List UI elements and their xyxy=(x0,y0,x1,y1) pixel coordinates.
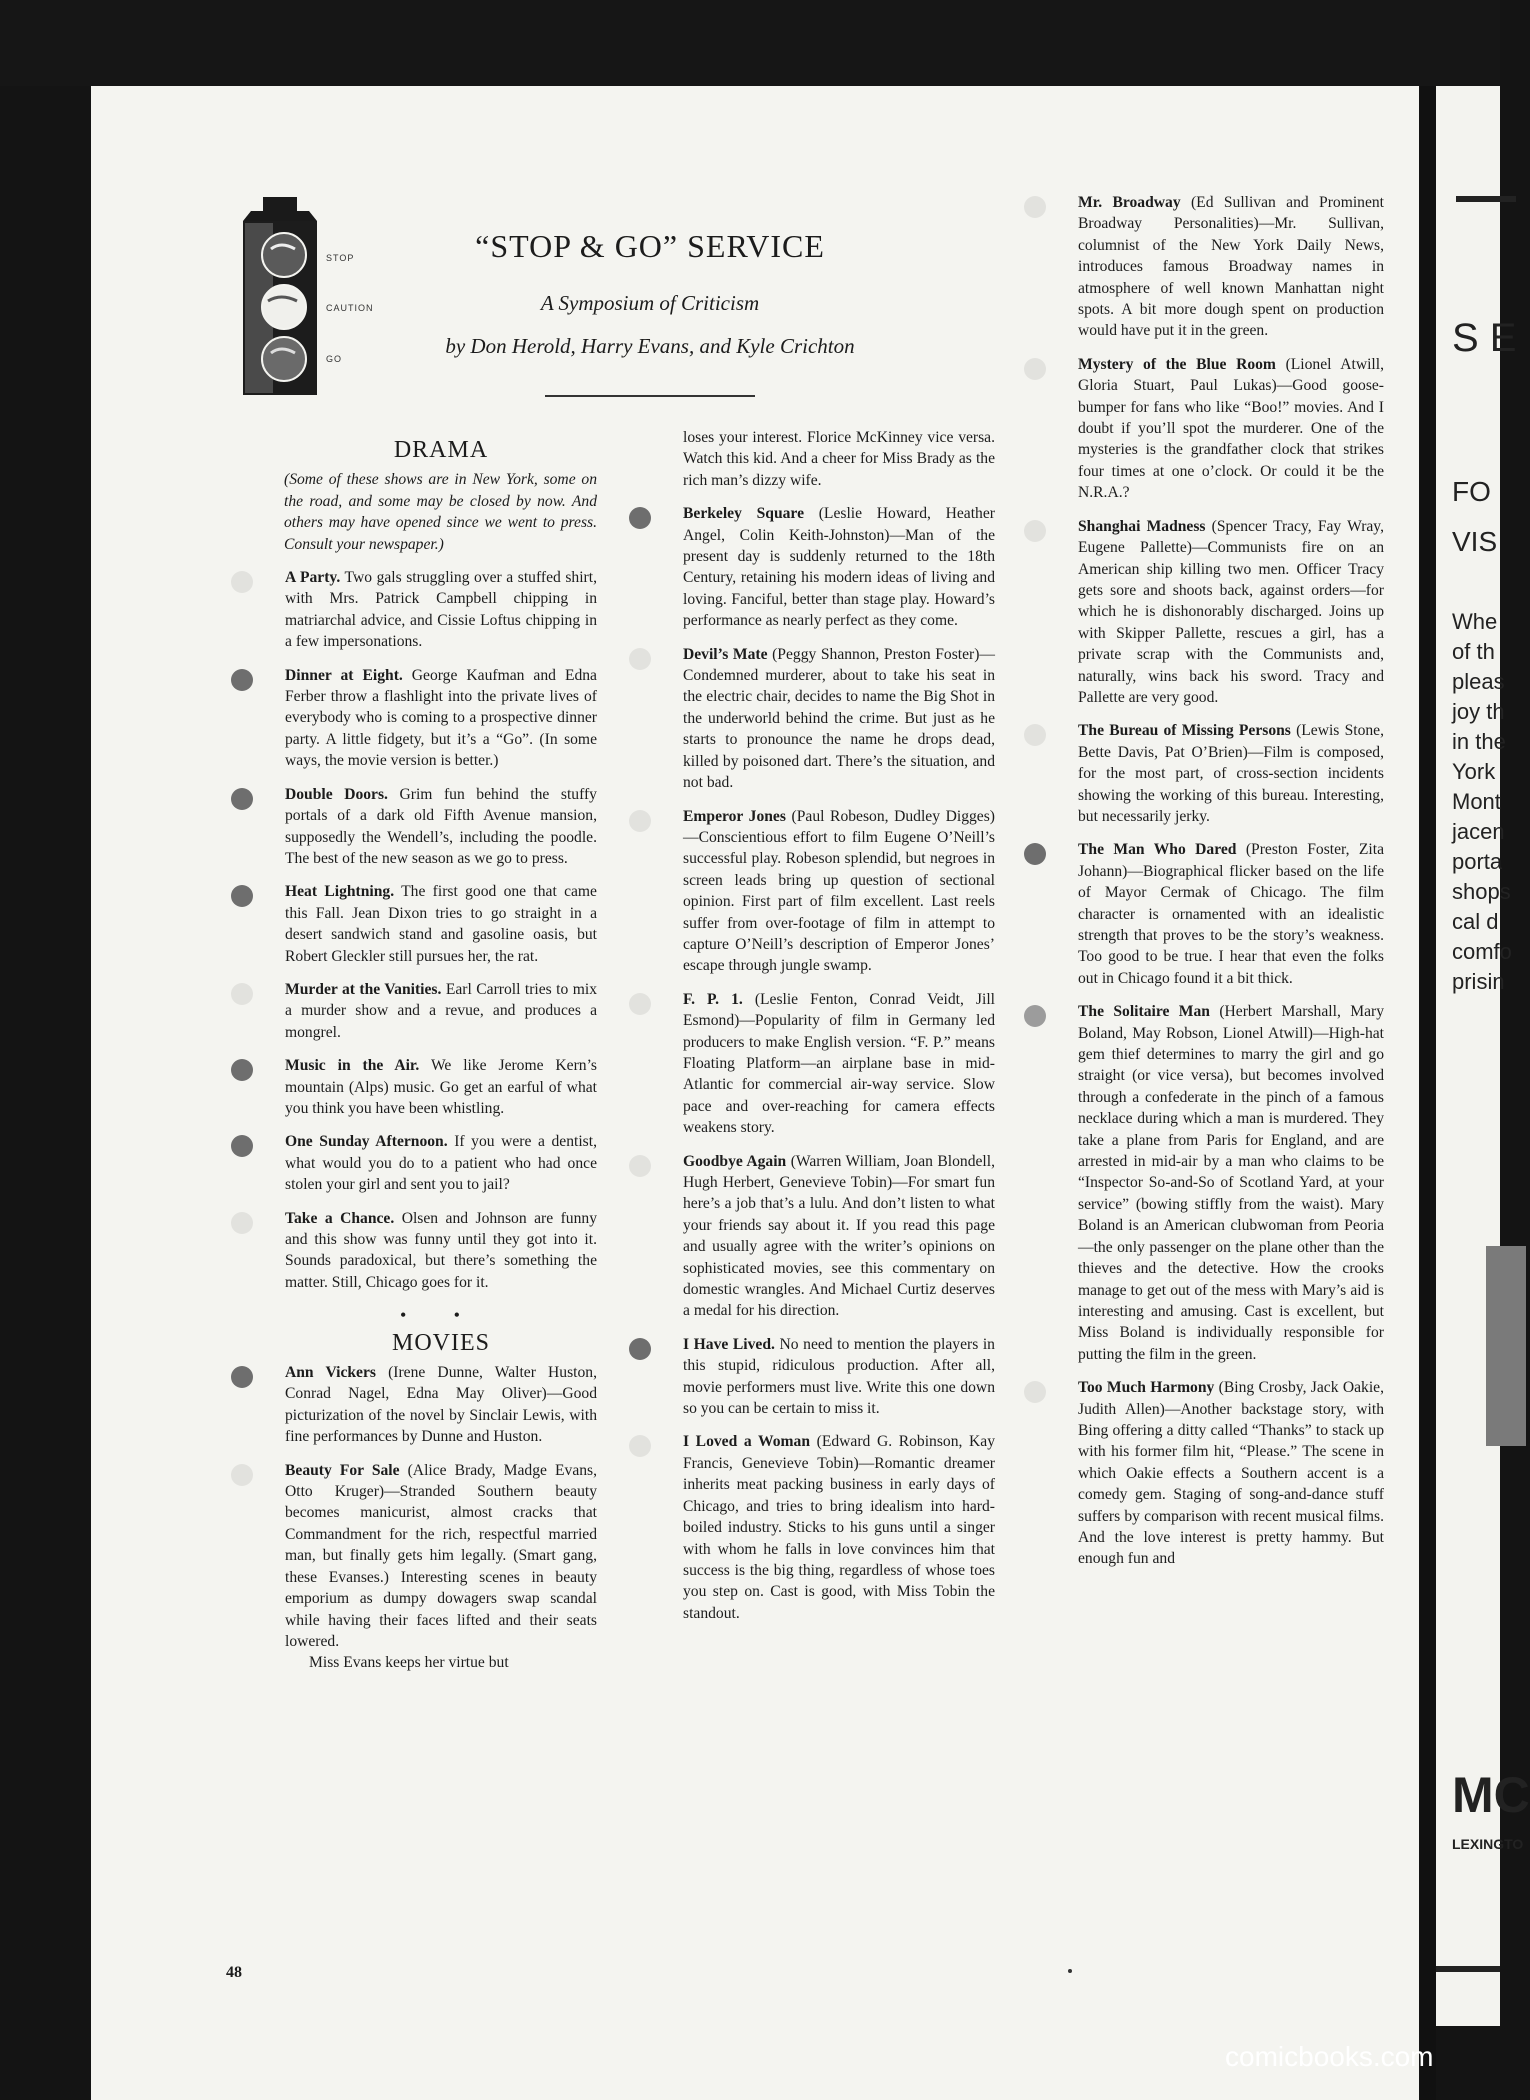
review-entry xyxy=(1078,354,1384,504)
adjacent-fragment: in the xyxy=(1452,729,1506,754)
review-entry xyxy=(285,1208,597,1294)
review-entry xyxy=(1078,720,1384,827)
adjacent-fragment: VIS xyxy=(1452,526,1498,557)
traffic-light-icon xyxy=(241,197,319,397)
entry-title: I Have Lived. xyxy=(683,1335,775,1353)
entry-title: Devil’s Mate xyxy=(683,645,768,663)
rating-dot-icon xyxy=(629,1155,651,1177)
entry-title: Heat Lightning. xyxy=(285,883,395,901)
review-entry xyxy=(683,806,995,977)
title-rule xyxy=(545,395,755,397)
entry-continuation: loses your interest. Florice McKinney vice versa. Watch this kid. And a cheer for Miss Brady as the rich man’s dizzy wife. xyxy=(683,429,995,489)
entry-title: Emperor Jones xyxy=(683,807,786,825)
entry-title: Ann Vickers xyxy=(285,1364,376,1382)
adjacent-fragment: S E xyxy=(1452,316,1517,360)
review-entry xyxy=(285,1460,597,1653)
entry-text: If you were a dentist, what would you do to a patient who had once stolen your girl and sent you to jail? xyxy=(285,1133,597,1194)
rating-dot-icon xyxy=(629,1338,651,1360)
article-title: “STOP & GO” SERVICE xyxy=(475,228,825,264)
entry-text: (Lionel Atwill, Gloria Stuart, Paul Lukas)—Good goose-bumper for fans who like “Boo!” movies. And I doubt if you’ll spot the murderer. One of the mysteries is the grandfather clock that strikes four times at one o’clock. Or could it be the N.R.A.? xyxy=(1078,355,1384,502)
entry-title: A Party. xyxy=(285,569,341,587)
article-subtitle: A Symposium of Criticism xyxy=(540,291,760,315)
rating-dot-icon xyxy=(231,1212,253,1234)
review-entry xyxy=(1078,1001,1384,1365)
rating-dot-icon xyxy=(231,571,253,593)
column-2 xyxy=(683,427,995,1636)
entry-text: (Leslie Fenton, Conrad Veidt, Jill Esmond)—Popularity of film in Germany led producers to make English version. “F. P.” means Floating Platform—an airplane base in mid-Atlantic for commercial air-way service. Slow pace and over-reaching for camera effects weakens story. xyxy=(683,990,995,1137)
adjacent-fragment: porta xyxy=(1452,849,1503,874)
rating-dot-icon xyxy=(1024,196,1046,218)
entry-title: Goodbye Again xyxy=(683,1152,787,1170)
entry-title: The Man Who Dared xyxy=(1078,841,1237,859)
entry-title: The Bureau of Missing Persons xyxy=(1078,722,1291,740)
review-entry xyxy=(683,989,995,1139)
rating-dot-icon xyxy=(231,1366,253,1388)
rating-dot-icon xyxy=(629,810,651,832)
entry-text: Earl Carroll tries to mix a murder show and a revue, and produces a mongrel. xyxy=(285,980,597,1041)
entry-text: (Bing Crosby, Jack Oakie, Judith Allen)—Another backstage story, with Bing offering a ditty called “Thanks” to stack up with his former film hit, “Please.” The scene in which Oakie effects a Southern accent is a comedy gem. Staging of song-and-dance stuff suffers by comparison with recent musical films. And the love interest is pretty hammy. But enough fun and xyxy=(1078,1379,1384,1568)
adjacent-page xyxy=(1436,86,1530,2026)
adjacent-photo xyxy=(1486,1246,1526,1446)
adjacent-fragment: LEXINGTO xyxy=(1452,1836,1524,1852)
entry-text: (Paul Robeson, Dudley Digges)—Conscientious effort to film Eugene O’Neill’s successful play. Robeson splendid, but negroes in screen leads bring up question of sectional opinion. First part of film excellent. Last reels suffer from over-footage of film in attempt to capture O’Neill’s description of Emperor Jones’ escape through jungle swamp. xyxy=(683,807,995,975)
entry-text: (Ed Sullivan and Prominent Broadway Personalities)—Mr. Sullivan, columnist of the New York Daily News, introduces famous Broadway names in atmosphere of well known Manhattan night spots. A bit more dough spent on production would have put it in the green. xyxy=(1078,194,1385,340)
scan-border xyxy=(0,0,1500,86)
entry-text: (Peggy Shannon, Preston Foster)—Condemned murderer, about to take his seat in the electric chair, decides to name the Big Shot in the underworld behind the crime. But just as he starts to pronounce the name he drops dead, killed by poisoned dart. There’s the situation, and not bad. xyxy=(683,645,996,792)
review-entry xyxy=(683,1431,995,1624)
column-3 xyxy=(1078,192,1384,1582)
entry-text: We like Jerome Kern’s mountain (Alps) music. Go get an earful of what you think you have been whistling. xyxy=(285,1057,597,1117)
adjacent-rule xyxy=(1456,196,1516,202)
page-number: 48 xyxy=(226,1964,242,1981)
entry-continuation: Miss Evans keeps her virtue but xyxy=(309,1654,509,1672)
review-entry xyxy=(285,979,597,1043)
adjacent-fragment: prisin xyxy=(1452,969,1505,994)
stop-label: STOP xyxy=(326,253,355,263)
entry-title: Mr. Broadway xyxy=(1078,194,1181,211)
entry-text: George Kaufman and Edna Ferber throw a flashlight into the private lives of everybody who is coming to a prospective dinner party. A little fidgety, but it’s a “Go”. (In some ways, the movie version is better.) xyxy=(285,666,597,770)
adjacent-fragment: Whe xyxy=(1452,609,1498,634)
entry-title: The Solitaire Man xyxy=(1078,1003,1210,1021)
review-entry xyxy=(1078,516,1384,709)
rating-dot-icon xyxy=(231,788,253,810)
page-gutter xyxy=(1420,86,1436,2100)
adjacent-fragment: shops xyxy=(1452,879,1511,904)
rating-dot-icon xyxy=(629,993,651,1015)
review-entry xyxy=(285,1131,597,1195)
entry-title: Berkeley Square xyxy=(683,505,804,523)
entry-title: F. P. 1. xyxy=(683,990,743,1008)
section-separator: • • xyxy=(400,1307,482,1325)
review-entry xyxy=(285,784,597,870)
go-label: GO xyxy=(326,354,343,364)
footer-dot xyxy=(1068,1969,1072,1973)
rating-dot-icon xyxy=(231,1059,253,1081)
drama-intro: (Some of these shows are in New York, some on the road, and some may be closed by now. And others may have opened since we went to press. Consult your newspaper.) xyxy=(284,471,597,553)
watermark: comicbooks.com xyxy=(1225,2041,1434,2072)
entry-title: Shanghai Madness xyxy=(1078,517,1206,535)
entry-text: (Lewis Stone, Bette Davis, Pat O’Brien)—Film is composed, for the most part, of cross-section incidents showing the working of this bureau. Interesting, but necessarily jerky. xyxy=(1078,722,1384,825)
review-entry xyxy=(1078,192,1384,342)
review-entry xyxy=(285,1362,597,1448)
adjacent-fragment: pleas xyxy=(1452,669,1505,694)
entry-text: Olsen and Johnson are funny and this show was funny until they got into it. Sounds paradoxical, but there’s something the matter. Still, Chicago goes for it. xyxy=(285,1209,597,1291)
rating-dot-icon xyxy=(231,1464,253,1486)
adjacent-rule xyxy=(1436,1966,1500,1972)
entry-title: Music in the Air. xyxy=(285,1057,420,1075)
article-byline: by Don Herold, Harry Evans, and Kyle Crichton xyxy=(445,334,855,358)
review-entry xyxy=(683,1334,995,1420)
adjacent-fragment: FO xyxy=(1452,476,1491,507)
review-entry xyxy=(683,644,995,794)
review-entry xyxy=(1078,839,1384,989)
review-entry xyxy=(285,1055,597,1119)
entry-title: One Sunday Afternoon. xyxy=(285,1133,448,1151)
review-entry xyxy=(683,503,995,631)
rating-dot-icon xyxy=(1024,1381,1046,1403)
adjacent-fragment: York xyxy=(1452,759,1496,784)
adjacent-fragment: MC xyxy=(1452,1767,1530,1823)
entry-text: Two gals struggling over a stuffed shirt, with Mrs. Patrick Campbell chipping in matriarchal advice, and Cissie Loftus chipping in a few impersonations. xyxy=(285,569,597,651)
rating-dot-icon xyxy=(231,983,253,1005)
entry-text: Grim fun behind the stuffy portals of a dark old Fifth Avenue mansion, supposedly the Wendell’s, including the poodle. The best of the new season as we go to press. xyxy=(285,785,597,867)
adjacent-fragment: comfo xyxy=(1452,939,1512,964)
entry-title: Double Doors. xyxy=(285,785,388,803)
caution-label: CAUTION xyxy=(326,303,374,313)
entry-text: (Leslie Howard, Heather Angel, Colin Keith-Johnston)—Man of the present day is suddenly returned to the 18th Century, retaining his modern ideas of living and loving. Fanciful, better than stage play. Howard’s performance as nearly perfect as they come. xyxy=(683,505,995,630)
entry-text: (Edward G. Robinson, Kay Francis, Genevieve Tobin)—Romantic dreamer inherits meat packing business in early days of Chicago, and tries to bring idealism into hard-boiled industry. Sticks to his guns until a singer with whom he falls in love convinces him that success is the big thing, regardless of whose toes you step on. Cast is good, with Miss Tobin the standout. xyxy=(683,1433,995,1622)
review-entry xyxy=(1078,1377,1384,1570)
entry-text: (Irene Dunne, Walter Huston, Conrad Nagel, Edna May Oliver)—Good picturization of the novel by Sinclair Lewis, with fine performances by Dunne and Huston. xyxy=(285,1364,597,1446)
entry-title: Take a Chance. xyxy=(285,1209,395,1227)
entry-title: Dinner at Eight. xyxy=(285,666,403,684)
rating-dot-icon xyxy=(629,648,651,670)
rating-dot-icon xyxy=(1024,520,1046,542)
adjacent-fragment: joy th xyxy=(1452,699,1505,724)
review-entry xyxy=(285,881,597,967)
entry-text: No need to mention the players in this stupid, ridiculous production. After all, movie performers must live. Write this one down so you can be certain to miss it. xyxy=(683,1335,995,1418)
drama-heading: DRAMA xyxy=(393,437,489,463)
adjacent-fragment: of th xyxy=(1452,639,1495,664)
review-entry xyxy=(683,1151,995,1322)
adjacent-fragment: Mont xyxy=(1452,789,1501,814)
entry-text: (Alice Brady, Madge Evans, Otto Kruger)—Stranded Southern beauty becomes manicurist, almost cracks that Commandment for the rich, respectful married man, but finally gets him legally. (Smart gang, these Evanses.) Interesting scenes in beauty emporium as dumpy dowagers swap scandal while having their faces lifted and their seats lowered. xyxy=(285,1461,597,1650)
rating-dot-icon xyxy=(1024,358,1046,380)
entry-title: I Loved a Woman xyxy=(683,1433,811,1451)
entry-text: (Herbert Marshall, Mary Boland, May Robson, Lionel Atwill)—High-hat gem thief determines to marry the girl and go straight (or vice versa), but becomes involved through a confederate in the pinch of a famous necklace during which a man is murdered. They take a plane from Paris for England, and are arrested in mid-air by a man who claims to be “Inspector So-and-So of Scotland Yard, at your service” (bowing stiffly from the waist). Mary Boland is an American clubwoman from Peoria—the only passenger on the plane other than the thieves and the detective. How the crooks manage to get out of the mess with Mary’s aid is interesting and amusing. Cast is excellent, but Miss Boland is individually responsible for putting the film in the green. xyxy=(1078,1003,1384,1363)
entry-text: (Preston Foster, Zita Johann)—Biographical flicker based on the life of Mayor Cermak of Chicago. The film character is ornamented with an idealistic strength that proves to be the story’s weakness. Too good to be true. I hear that even the folks out in Chicago found it a bit thick. xyxy=(1078,841,1384,987)
adjacent-fragment: jacen xyxy=(1452,819,1505,844)
entry-text: (Warren William, Joan Blondell, Hugh Herbert, Genevieve Tobin)—For smart fun here’s a job that’s a lulu. And don’t listen to what your friends say about it. If you read this page and usually agree with the writer’s opinions on sophisticated movies, see this commentary on domestic wrangles. And Michael Curtiz deserves a medal for his direction. xyxy=(683,1152,995,1320)
movies-heading: MOVIES xyxy=(391,1329,490,1356)
entry-title: Beauty For Sale xyxy=(285,1461,400,1479)
entry-title: Mystery of the Blue Room xyxy=(1078,355,1276,373)
entry-title: Too Much Harmony xyxy=(1078,1379,1215,1397)
review-entry xyxy=(285,665,597,772)
rating-dot-icon xyxy=(231,669,253,691)
entry-text: The first good one that came this Fall. Jean Dixon tries to go straight in a desert sandwich stand and gasoline oasis, but Robert Gleckler still pursues her, the rat. xyxy=(285,883,597,965)
adjacent-fragment: cal d xyxy=(1452,909,1499,934)
entry-title: Murder at the Vanities. xyxy=(285,980,442,998)
entry-text: (Spencer Tracy, Fay Wray, Eugene Pallette)—Communists fire on an American ship killing two men. Officer Tracy gets sore and shoots back, against orders—for which he is dishonorably discharged. Joins up with Skipper Pallette, rescues a girl, has a private scrap with the Communists and, naturally, wins back his sword. Tracy and Pallette are very good. xyxy=(1078,517,1384,706)
review-entry xyxy=(285,567,597,653)
column-1 xyxy=(284,437,597,1674)
